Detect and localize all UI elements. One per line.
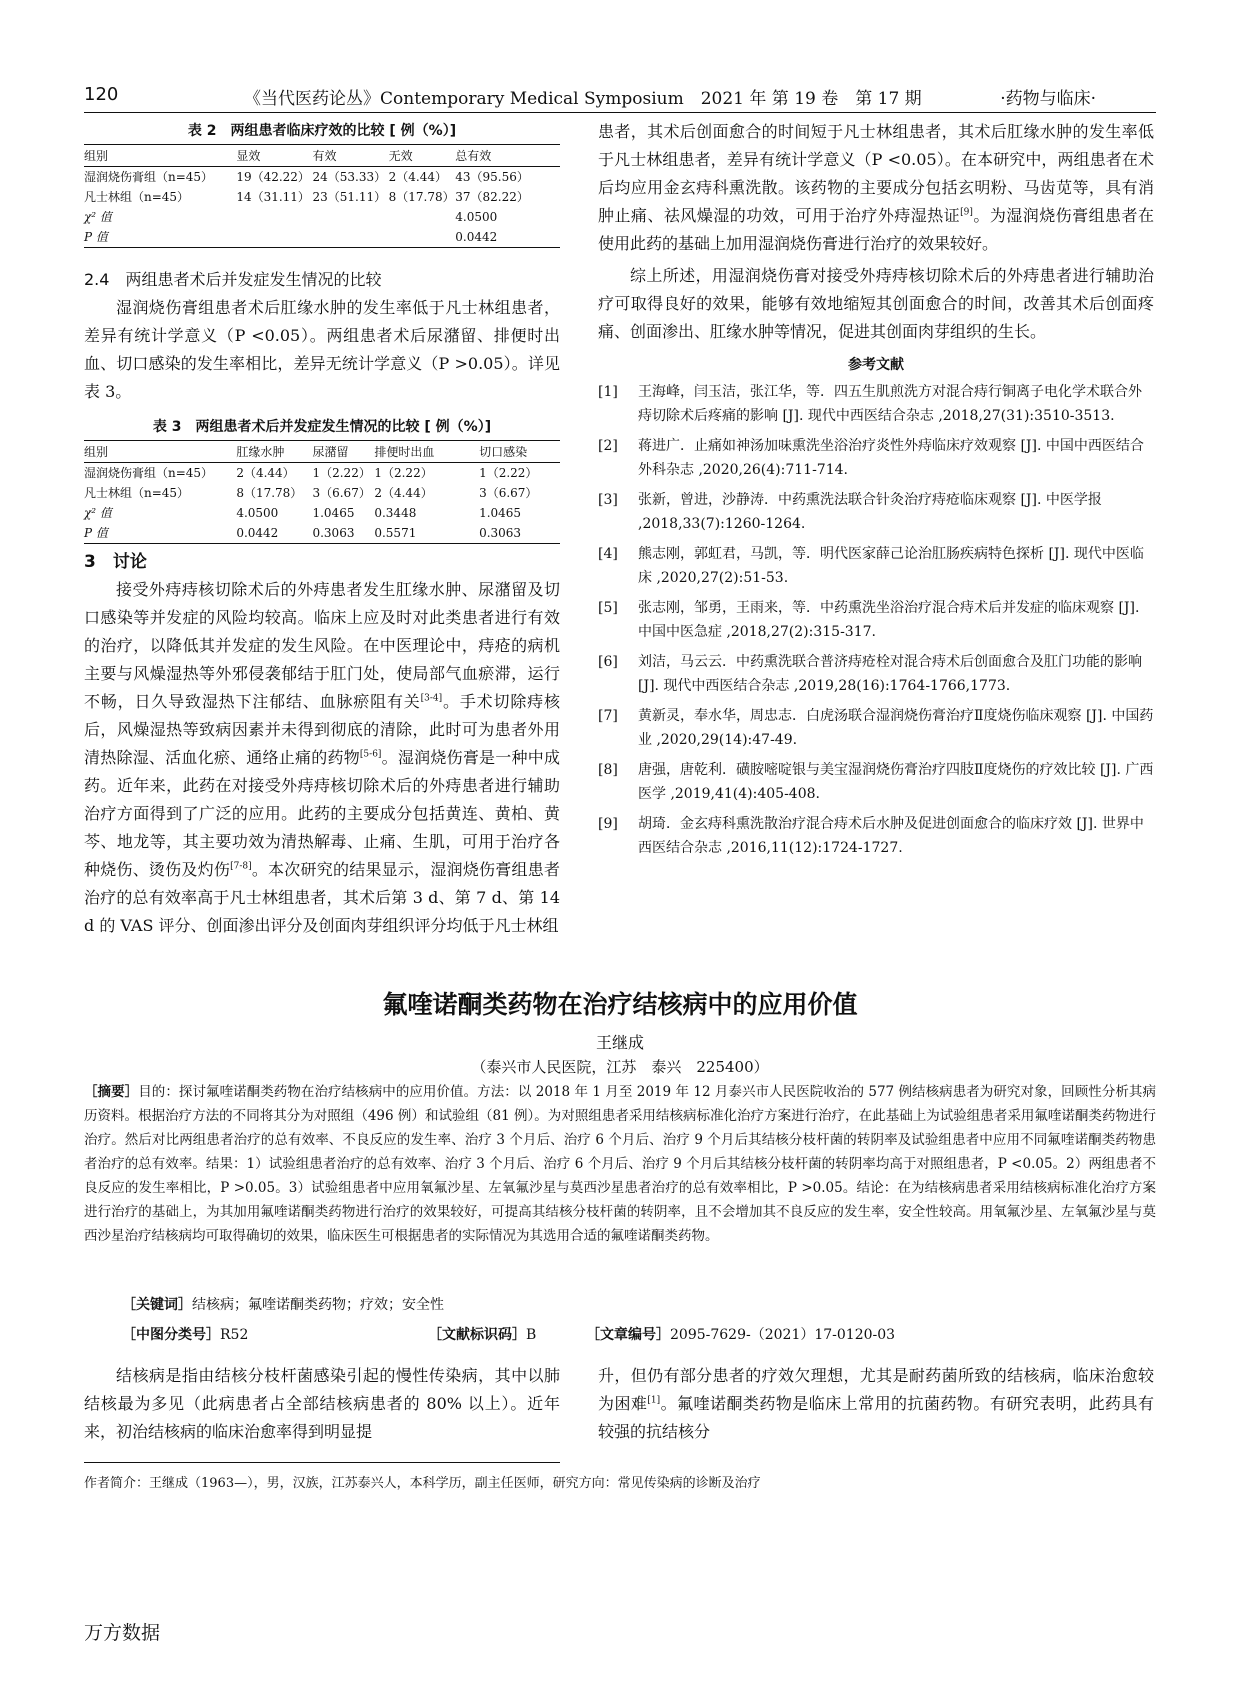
table-cell: P 值 [84, 227, 236, 248]
table-cell: 0.0442 [236, 523, 312, 544]
table-cell: 湿润烧伤膏组（n=45） [84, 170, 214, 184]
table-cell: 14（31.11） [236, 190, 310, 204]
reference-number: [6] [598, 654, 618, 670]
intro-right [598, 1362, 1154, 1446]
discussion-body [84, 576, 560, 940]
table-header-cell: 有效 [312, 145, 388, 167]
reference-number: [8] [598, 762, 618, 778]
page-number: 120 [84, 84, 119, 105]
table-cell [236, 207, 312, 227]
table-cell: 4.0500 [455, 210, 498, 224]
table-row [84, 463, 560, 484]
reference-text: 黄新灵，奉水华，周忠志．白虎汤联合湿润烧伤膏治疗Ⅱ度烧伤临床观察 [J]. 中国药业 ,2020,29(14):47-49. [638, 708, 1154, 748]
citation: [3-4] [420, 693, 443, 704]
reference-item [598, 758, 1154, 806]
article-number: ［文章编号］2095-7629-（2021）17-0120-03 [586, 1327, 896, 1343]
section-2-4-paragraph: 湿润烧伤膏组患者术后肛缘水肿的发生率低于凡士林组患者，差异有统计学意义（P <0.05）。两组患者术后尿潴留、排便时出血、切口感染的发生率相比，差异无统计学意义（P >0.05）。详见表 3。 [84, 298, 560, 401]
table-cell: 1（2.22） [479, 466, 538, 480]
table-cell: 2（4.44） [374, 486, 433, 500]
section-2-4-body [84, 294, 560, 406]
references-list [598, 380, 1154, 860]
reference-number: [9] [598, 816, 618, 832]
reference-item [598, 812, 1154, 860]
reference-text: 张新，曾进，沙静涛．中药熏洗法联合针灸治疗痔疮临床观察 [J]. 中医学报 ,2018,33(7):1260-1264. [638, 492, 1102, 532]
abstract-text: 目的：探讨氟喹诺酮类药物在治疗结核病中的应用价值。方法：以 2018 年 1 月至 2019 年 12 月泰兴市人民医院收治的 577 例结核病患者为研究对象，回顾性分析其病历资料。根据治疗方法的不同将其分为对照组（496 例）和试验组（81 例）。为对照组患者采用结核病标准化治疗方案进行治疗，在此基础上为试验组患者采用氟喹诺酮类药物进行治疗。然后对比两组患者治疗的总有效率、不良反应的发生率、治疗 3 个月后、治疗 6 个月后、治疗 9 个月后其结核分枝杆菌的转阴率及试验组患者中应用不同氟喹诺酮类药物患者治疗的总有效率。结果：1）试验组患者治疗的总有效率、治疗 3 个月后、治疗 6 个月后、治疗 9 个月后其结核分枝杆菌的转阴率均高于对照组患者，P <0.05。2）两组患者不良反应的发生率相比，P >0.05。3）试验组患者中应用氧氟沙星、左氧氟沙星与莫西沙星患者治疗的总有效率相比，P >0.05。结论：在为结核病患者采用结核病标准化治疗方案进行治疗的基础上，为其加用氟喹诺酮类药物进行治疗的效果较好，可提高其结核分枝杆菌的转阴率，且不会增加其不良反应的发生率，安全性较高。用氧氟沙星、左氧氟沙星与莫西沙星治疗结核病均可取得确切的效果，临床医生可根据患者的实际情况为其选用合适的氟喹诺酮类药物。 [84, 1084, 1156, 1244]
footnote-rule [84, 1462, 560, 1463]
table-cell: 8（17.78） [236, 486, 303, 500]
abstract [84, 1080, 1156, 1248]
table-cell: 凡士林组（n=45） [84, 486, 190, 500]
reference-number: [5] [598, 600, 618, 616]
reference-item [598, 488, 1154, 536]
table-header-cell: 排便时出血 [374, 441, 479, 463]
reference-item [598, 542, 1154, 590]
table-cell: 19（42.22） [236, 170, 310, 184]
table-cell [236, 227, 312, 248]
running-header [84, 80, 1156, 110]
table-header-cell: 显效 [236, 145, 312, 167]
table-cell: 1.0465 [312, 506, 355, 520]
table-cell: 0.5571 [374, 523, 479, 544]
wanfang-watermark: 万方数据 [84, 1622, 161, 1644]
table-row [84, 207, 560, 227]
journal-info: 《当代医药论丛》Contemporary Medical Symposium 2021 年 第 19 卷 第 17 期 [244, 89, 922, 109]
reference-item [598, 704, 1154, 752]
table-header-cell: 切口感染 [479, 441, 560, 463]
intro-left [84, 1362, 560, 1446]
table-cell: 43（95.56） [455, 170, 529, 184]
abstract-label: ［摘要］ [84, 1084, 139, 1100]
table-cell: 3（6.67） [479, 486, 538, 500]
section-2-4-heading: 2.4 两组患者术后并发症发生情况的比较 [84, 270, 382, 289]
document-code: ［文献标识码］B [428, 1327, 537, 1343]
article-author: 王继成 [595, 1033, 644, 1052]
keywords-label: ［关键词］ [122, 1297, 192, 1313]
reference-number: [3] [598, 492, 618, 508]
table-cell: 4.0500 [236, 506, 279, 520]
table-cell [312, 227, 388, 248]
table-cell: 0.0442 [455, 227, 560, 248]
table-cell: χ² 值 [84, 506, 112, 520]
table-cell: χ² 值 [84, 210, 112, 224]
clc-number: ［中图分类号］R52 [122, 1327, 249, 1343]
reference-number: [1] [598, 384, 618, 400]
header-rule [84, 112, 1156, 113]
keywords-text: 结核病；氟喹诺酮类药物；疗效；安全性 [192, 1297, 444, 1313]
reference-number: [4] [598, 546, 618, 562]
citation: [1] [647, 1395, 661, 1406]
author-footnote: 作者简介：王继成（1963—），男，汉族，江苏泰兴人，本科学历，副主任医师，研究方向：常见传染病的诊断及治疗 [84, 1476, 761, 1491]
continued-paragraph: 患者，其术后创面愈合的时间短于凡士林组患者，其术后肛缘水肿的发生率低于凡士林组患者，差异有统计学意义（P <0.05）。在本研究中，两组患者在术后均应用金玄痔科熏洗散。该药物的主要成分包括玄明粉、马齿苋等，具有消肿止痛、祛风燥湿的功效，可用于治疗外痔湿热证[9]。为湿润烧伤膏组患者在使用此药的基础上加用湿润烧伤膏进行治疗的效果较好。 [598, 122, 1154, 253]
left-column [84, 120, 560, 940]
reference-text: 熊志刚，郭虹君，马凯，等．明代医家薛己论治肛肠疾病特色探析 [J]. 现代中医临床 ,2020,27(2):51-53. [638, 546, 1144, 586]
table-cell: 2（4.44） [388, 170, 447, 184]
table-header-cell: 组别 [84, 441, 236, 463]
table2 [84, 144, 560, 248]
table-header-cell: 总有效 [455, 145, 560, 167]
table-cell: 0.3063 [312, 523, 374, 544]
reference-text: 张志刚，邹勇，王雨来，等．中药熏洗坐浴治疗混合痔术后并发症的临床观察 [J]. 中国中医急症 ,2018,27(2):315-317. [638, 600, 1140, 640]
reference-item [598, 596, 1154, 644]
reference-text: 王海峰，闫玉洁，张江华，等．四五生肌煎洗方对混合痔行铜离子电化学术联合外痔切除术后疼痛的影响 [J]. 现代中西医结合杂志 ,2018,27(31):3510-3513. [638, 384, 1142, 424]
table-cell: 1.0465 [479, 506, 522, 520]
table-cell [312, 207, 388, 227]
column-name: ·药物与临床· [1000, 89, 1096, 109]
right-column-body [598, 118, 1154, 346]
reference-item [598, 380, 1154, 428]
table-cell: 湿润烧伤膏组（n=45） [84, 466, 214, 480]
table-row [84, 523, 560, 544]
article-affiliation: （泰兴市人民医院，江苏 泰兴 225400） [471, 1058, 769, 1076]
table-header-cell: 尿潴留 [312, 441, 374, 463]
table-cell: 37（82.22） [455, 190, 529, 204]
table-cell: 1（2.22） [374, 466, 433, 480]
table-row [84, 483, 560, 503]
table-header-cell: 组别 [84, 145, 236, 167]
table-cell: 24（53.33） [312, 170, 387, 184]
reference-text: 唐强，唐乾利．磺胺嘧啶银与美宝湿润烧伤膏治疗四肢Ⅱ度烧伤的疗效比较 [J]. 广西医学 ,2019,41(4):405-408. [638, 762, 1154, 802]
article-title: 氟喹诺酮类药物在治疗结核病中的应用价值 [382, 990, 858, 1019]
table-row [84, 167, 560, 188]
citation: [7-8] [230, 861, 252, 872]
table-cell: 8（17.78） [388, 190, 455, 204]
intro-left-paragraph: 结核病是指由结核分枝杆菌感染引起的慢性传染病，其中以肺结核最为多见（此病患者占全部结核病患者的 80% 以上）。近年来，初治结核病的临床治愈率得到明显提 [84, 1366, 560, 1441]
intro-right-paragraph: 升，但仍有部分患者的疗效欠理想，尤其是耐药菌所致的结核病，临床治愈较为困难[1]。氟喹诺酮类药物是临床上常用的抗菌药物。有研究表明，此药具有较强的抗结核分 [598, 1366, 1154, 1441]
conclusion-paragraph: 综上所述，用湿润烧伤膏对接受外痔痔核切除术后的外痔患者进行辅助治疗可取得良好的效果，能够有效地缩短其创面愈合的时间，改善其术后创面疼痛、创面渗出、肛缘水肿等情况，促进其创面肉芽组织的生长。 [598, 266, 1154, 341]
table3 [84, 440, 560, 544]
table-cell: 1（2.22） [312, 466, 371, 480]
table-header-cell: 无效 [389, 145, 456, 167]
table-cell: 0.3063 [479, 523, 560, 544]
table2-caption: 表 2 两组患者临床疗效的比较 [ 例（%）] [187, 123, 457, 139]
table3-caption: 表 3 两组患者术后并发症发生情况的比较 [ 例（%）] [152, 419, 492, 435]
table-header-cell: 肛缘水肿 [236, 441, 312, 463]
table-cell: 3（6.67） [312, 486, 371, 500]
citation: [5-6] [359, 749, 382, 760]
reference-number: [2] [598, 438, 618, 454]
table-cell: 凡士林组（n=45） [84, 190, 190, 204]
table-cell: P 值 [84, 523, 236, 544]
table-cell: 2（4.44） [236, 466, 295, 480]
table-row [84, 503, 560, 523]
reference-item [598, 650, 1154, 698]
reference-text: 胡琦．金玄痔科熏洗散治疗混合痔术后水肿及促进创面愈合的临床疗效 [J]. 世界中西医结合杂志 ,2016,11(12):1724-1727. [638, 816, 1144, 856]
section-3-heading: 3 讨论 [84, 552, 147, 572]
discussion-paragraph: 接受外痔痔核切除术后的外痔患者发生肛缘水肿、尿潴留及切口感染等并发症的风险均较高。临床上应及时对此类患者进行有效的治疗，以降低其并发症的发生风险。在中医理论中，痔疮的病机主要与风燥湿热等外邪侵袭郁结于肛门处，使局部气血瘀滞，运行不畅，日久导致湿热下注郁结、血脉瘀阻有关[3-4]。手术切除痔核后，风燥湿热等致病因素并未得到彻底的清除，此时可为患者外用清热除湿、活血化瘀、通络止痛的药物[5-6]。湿润烧伤膏是一种中成药。近年来，此药在对接受外痔痔核切除术后的外痔患者进行辅助治疗方面得到了广泛的应用。此药的主要成分包括黄连、黄柏、黄芩、地龙等，其主要功效为清热解毒、止痛、生肌，可用于治疗各种烧伤、烫伤及灼伤[7-8]。本次研究的结果显示，湿润烧伤膏组患者治疗的总有效率高于凡士林组患者，其术后第 3 d、第 7 d、第 14 d 的 VAS 评分、创面渗出评分及创面肉芽组织评分均低于凡士林组 [84, 580, 560, 935]
reference-text: 刘洁，马云云．中药熏洗联合普济痔疮栓对混合痔术后创面愈合及肛门功能的影响 [J]. 现代中西医结合杂志 ,2019,28(16):1764-1766,1773. [638, 654, 1142, 694]
table-cell [389, 227, 456, 248]
reference-text: 蒋进广．止痛如神汤加味熏洗坐浴治疗炎性外痔临床疗效观察 [J]. 中国中西医结合外科杂志 ,2020,26(4):711-714. [638, 438, 1144, 478]
table-row [84, 227, 560, 248]
right-column [598, 118, 1154, 866]
table-cell: 0.3448 [374, 506, 417, 520]
reference-number: [7] [598, 708, 618, 724]
references-heading: 参考文献 [848, 357, 904, 373]
citation: [9] [960, 207, 973, 218]
reference-item [598, 434, 1154, 482]
table-cell [389, 207, 456, 227]
keywords [122, 1294, 444, 1314]
table-row [84, 187, 560, 207]
table-cell: 23（51.11） [312, 190, 387, 204]
